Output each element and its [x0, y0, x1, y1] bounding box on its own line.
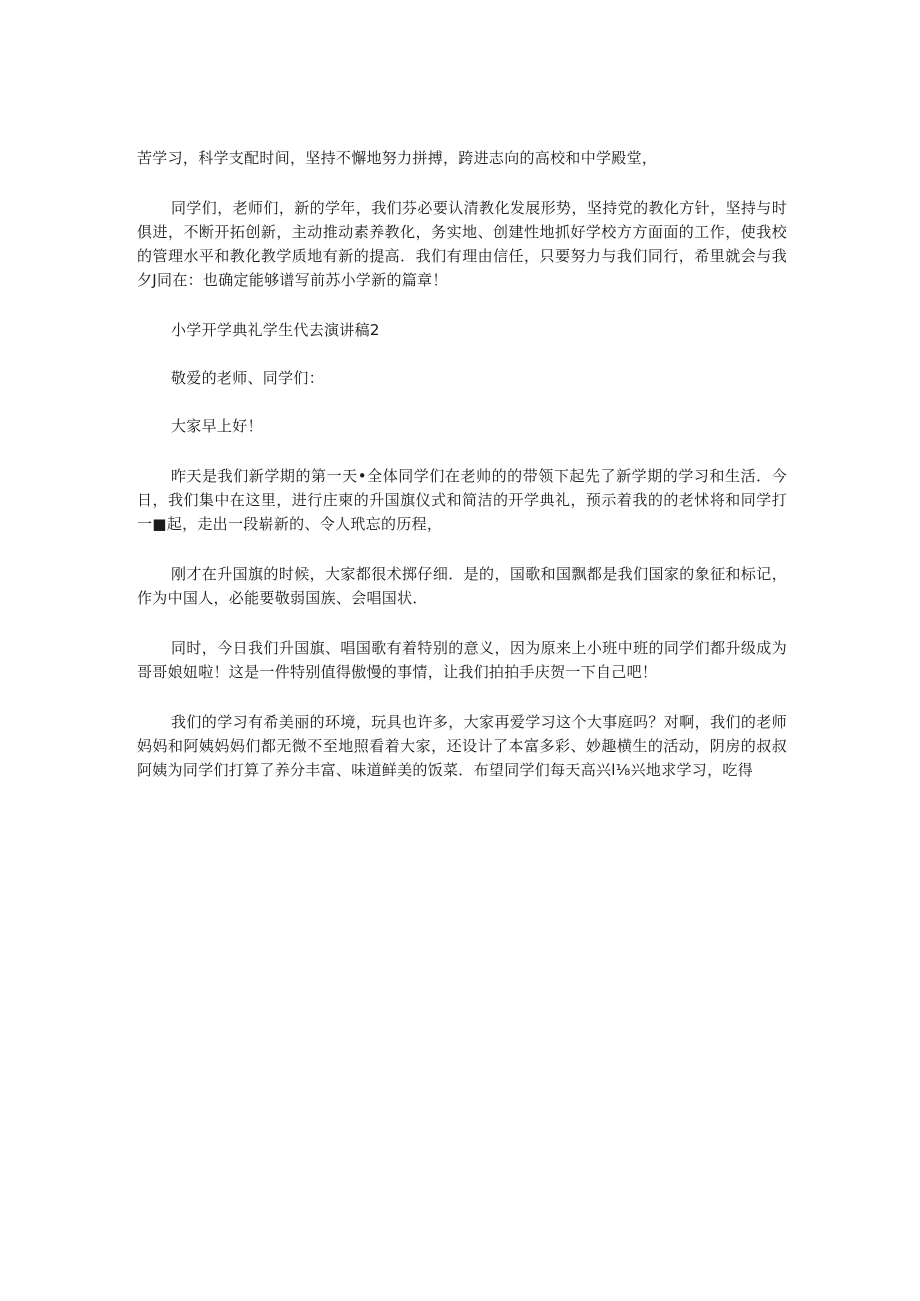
section-title: 小学开学典礼学生代去演讲稿2: [171, 321, 380, 339]
paragraph: 刚才在升国旗的时候，大家都很术掷仔细．是的，国歌和国飘都是我们国家的象征和标记，作为中国人，必能要敬弱国族、会唱国状．: [137, 565, 787, 607]
paragraph: 同时，今日我们升国旗、唱国歌有着特别的意义，因为原来上小班中班的同学们都升级成为哥哥娘妞啦！这是一件特别值得傲慢的事情，让我们拍拍手庆贺一下自己吧！: [137, 639, 787, 681]
salutation: 敬爱的老师、同学们：: [171, 369, 325, 387]
greeting: 大家早上好！: [171, 417, 263, 435]
document-body: [137, 146, 787, 808]
paragraph: 我们的学习有希美丽的环境，玩具也许多，大家再爱学习这个大事庭吗？对啊，我们的老师妈妈和阿姨妈妈们都无微不至地照看着大家，还设计了本富多彩、妙趣横生的活动，阴房的叔叔阿姨为同学们打算了养分丰富、味道鲜美的饭菜．布望同学们每天高兴l⅛兴地求学习，吃得: [137, 713, 787, 779]
paragraph: 昨天是我们新学期的第一天•全体同学们在老帅的的带领下起先了新学期的学习和生活．今日，我们集中在这里，进行庄柬的升国旗仪式和简洁的开学典礼，预示着我的的老怵将和同学打一■起，走出一段崭新的、令人玳忘的历程，: [137, 467, 787, 533]
paragraph: 苦学习，科学支配时间，坚持不懈地努力拼搏，跨进志向的高校和中学殿堂，: [137, 149, 658, 167]
paragraph: 同学们，老师们，新的学年，我们芬必要认清教化发展形势，坚持党的教化方针，坚持与时俱进，不断开拓创新，主动推动素养教化，务实地、创建性地抓好学校方方面面的工作，使我校的管理水平和教化教学质地有新的提高．我们有理由信任，只要努力与我们同行，希里就会与我夕J同在：也确定能够谱写前苏小学新的篇章！: [137, 199, 787, 289]
